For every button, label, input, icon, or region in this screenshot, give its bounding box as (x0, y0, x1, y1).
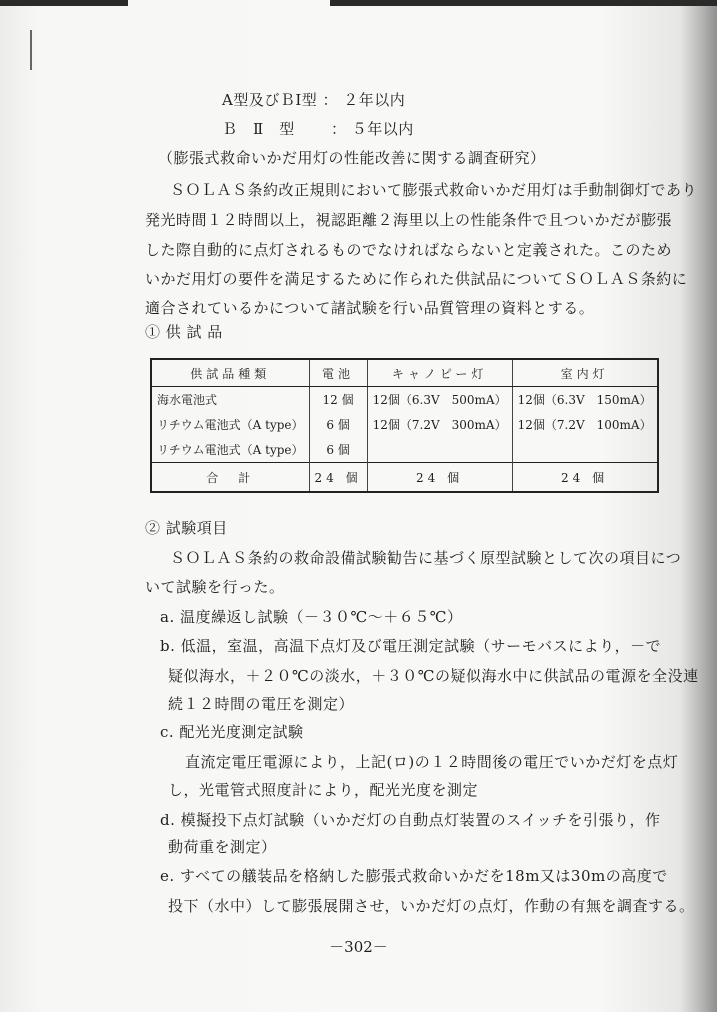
item1-heading: ① 供 試 品 (145, 323, 223, 341)
table-cell: 12個（6.3V 500mA） (367, 387, 512, 413)
paragraph-line: いかだ用灯の要件を満足するために作られた供試品についてＳＯＬＡＳ条約に (145, 270, 688, 288)
paragraph-line: ＳＯＬＡＳ条約改正規則において膨張式救命いかだ用灯は手動制御灯であり (170, 181, 698, 199)
table-cell: リチウム電池式（A type） (151, 437, 309, 463)
scan-edge-bar (330, 0, 717, 6)
paragraph-line: いて試験を行った。 (145, 578, 285, 596)
header-line: Ｂ Ⅱ 型 ： ５年以内 (222, 120, 414, 138)
item2-heading: ② 試験項目 (145, 519, 228, 537)
page-number: －302－ (329, 938, 388, 956)
specimen-table (150, 358, 659, 493)
table-total-cell: 24 個 (309, 463, 367, 493)
paragraph-line: ＳＯＬＡＳ条約の救命設備試験勧告に基づく原型試験として次の項目につ (170, 549, 682, 567)
table-header-cell: 供試品種類 (151, 359, 309, 387)
paragraph-line: 適合されているかについて諸試験を行い品質管理の資料とする。 (145, 299, 595, 317)
table-cell: 12個（6.3V 150mA） (512, 387, 657, 413)
test-item-line: e. すべての艤装品を格納した膨張式救命いかだを18m又は30mの高度で (160, 867, 668, 885)
table-total-cell: 24 個 (367, 463, 512, 493)
table-header-cell: 電池 (309, 359, 367, 387)
test-item-line: b. 低温，室温，高温下点灯及び電圧測定試験（サーモバスにより，－で (160, 637, 662, 655)
table-total-cell: 24 個 (512, 463, 657, 493)
table-header-cell: キャノピー灯 (367, 359, 512, 387)
test-item-line: 続１２時間の電圧を測定） (168, 695, 355, 713)
table-row (151, 387, 658, 413)
table-total-cell: 合 計 (151, 463, 309, 493)
test-item-line: 直流定電圧電源により，上記(ロ)の１２時間後の電圧でいかだ灯を点灯 (185, 753, 679, 771)
test-item-line: 投下（水中）して膨張展開させ，いかだ灯の点灯，作動の有無を調査する。 (168, 897, 695, 915)
table-cell: 海水電池式 (151, 387, 309, 413)
section-title: （膨張式救命いかだ用灯の性能改善に関する調査研究） (158, 149, 546, 167)
table-header-row (151, 359, 658, 387)
scan-edge-bar (0, 0, 128, 6)
test-item-line: d. 模擬投下点灯試験（いかだ灯の自動点灯装置のスイッチを引張り，作 (160, 811, 661, 829)
header-line: A型及びＢⅠ型 ： ２年以内 (222, 91, 406, 109)
test-item-line: し，光電管式照度計により，配光光度を測定 (168, 781, 479, 799)
table-header-cell: 室内灯 (512, 359, 657, 387)
table-cell (367, 437, 512, 463)
test-item-line: a. 温度繰返し試験（－３０℃～＋６５℃） (160, 608, 463, 626)
table-cell: 6 個 (309, 412, 367, 437)
test-item-line: 動荷重を測定） (168, 838, 277, 856)
test-item-line: 疑似海水，＋２０℃の淡水，＋３０℃の疑似海水中に供試品の電源を全没連 (168, 667, 699, 685)
table-cell: 12 個 (309, 387, 367, 413)
paragraph-line: 発光時間１２時間以上，視認距離２海里以上の性能条件で且ついかだが膨張 (145, 211, 673, 229)
test-item-line: c. 配光光度測定試験 (160, 723, 304, 741)
margin-mark (30, 30, 32, 70)
table-row (151, 412, 658, 437)
table-cell: 6 個 (309, 437, 367, 463)
paragraph-line: した際自動的に点灯されるものでなければならないと定義された。このため (145, 241, 673, 259)
table-row (151, 437, 658, 463)
table-cell: リチウム電池式（A type） (151, 412, 309, 437)
table-total-row (151, 463, 658, 493)
table-cell (512, 437, 657, 463)
table-cell: 12個（7.2V 100mA） (512, 412, 657, 437)
table-cell: 12個（7.2V 300mA） (367, 412, 512, 437)
